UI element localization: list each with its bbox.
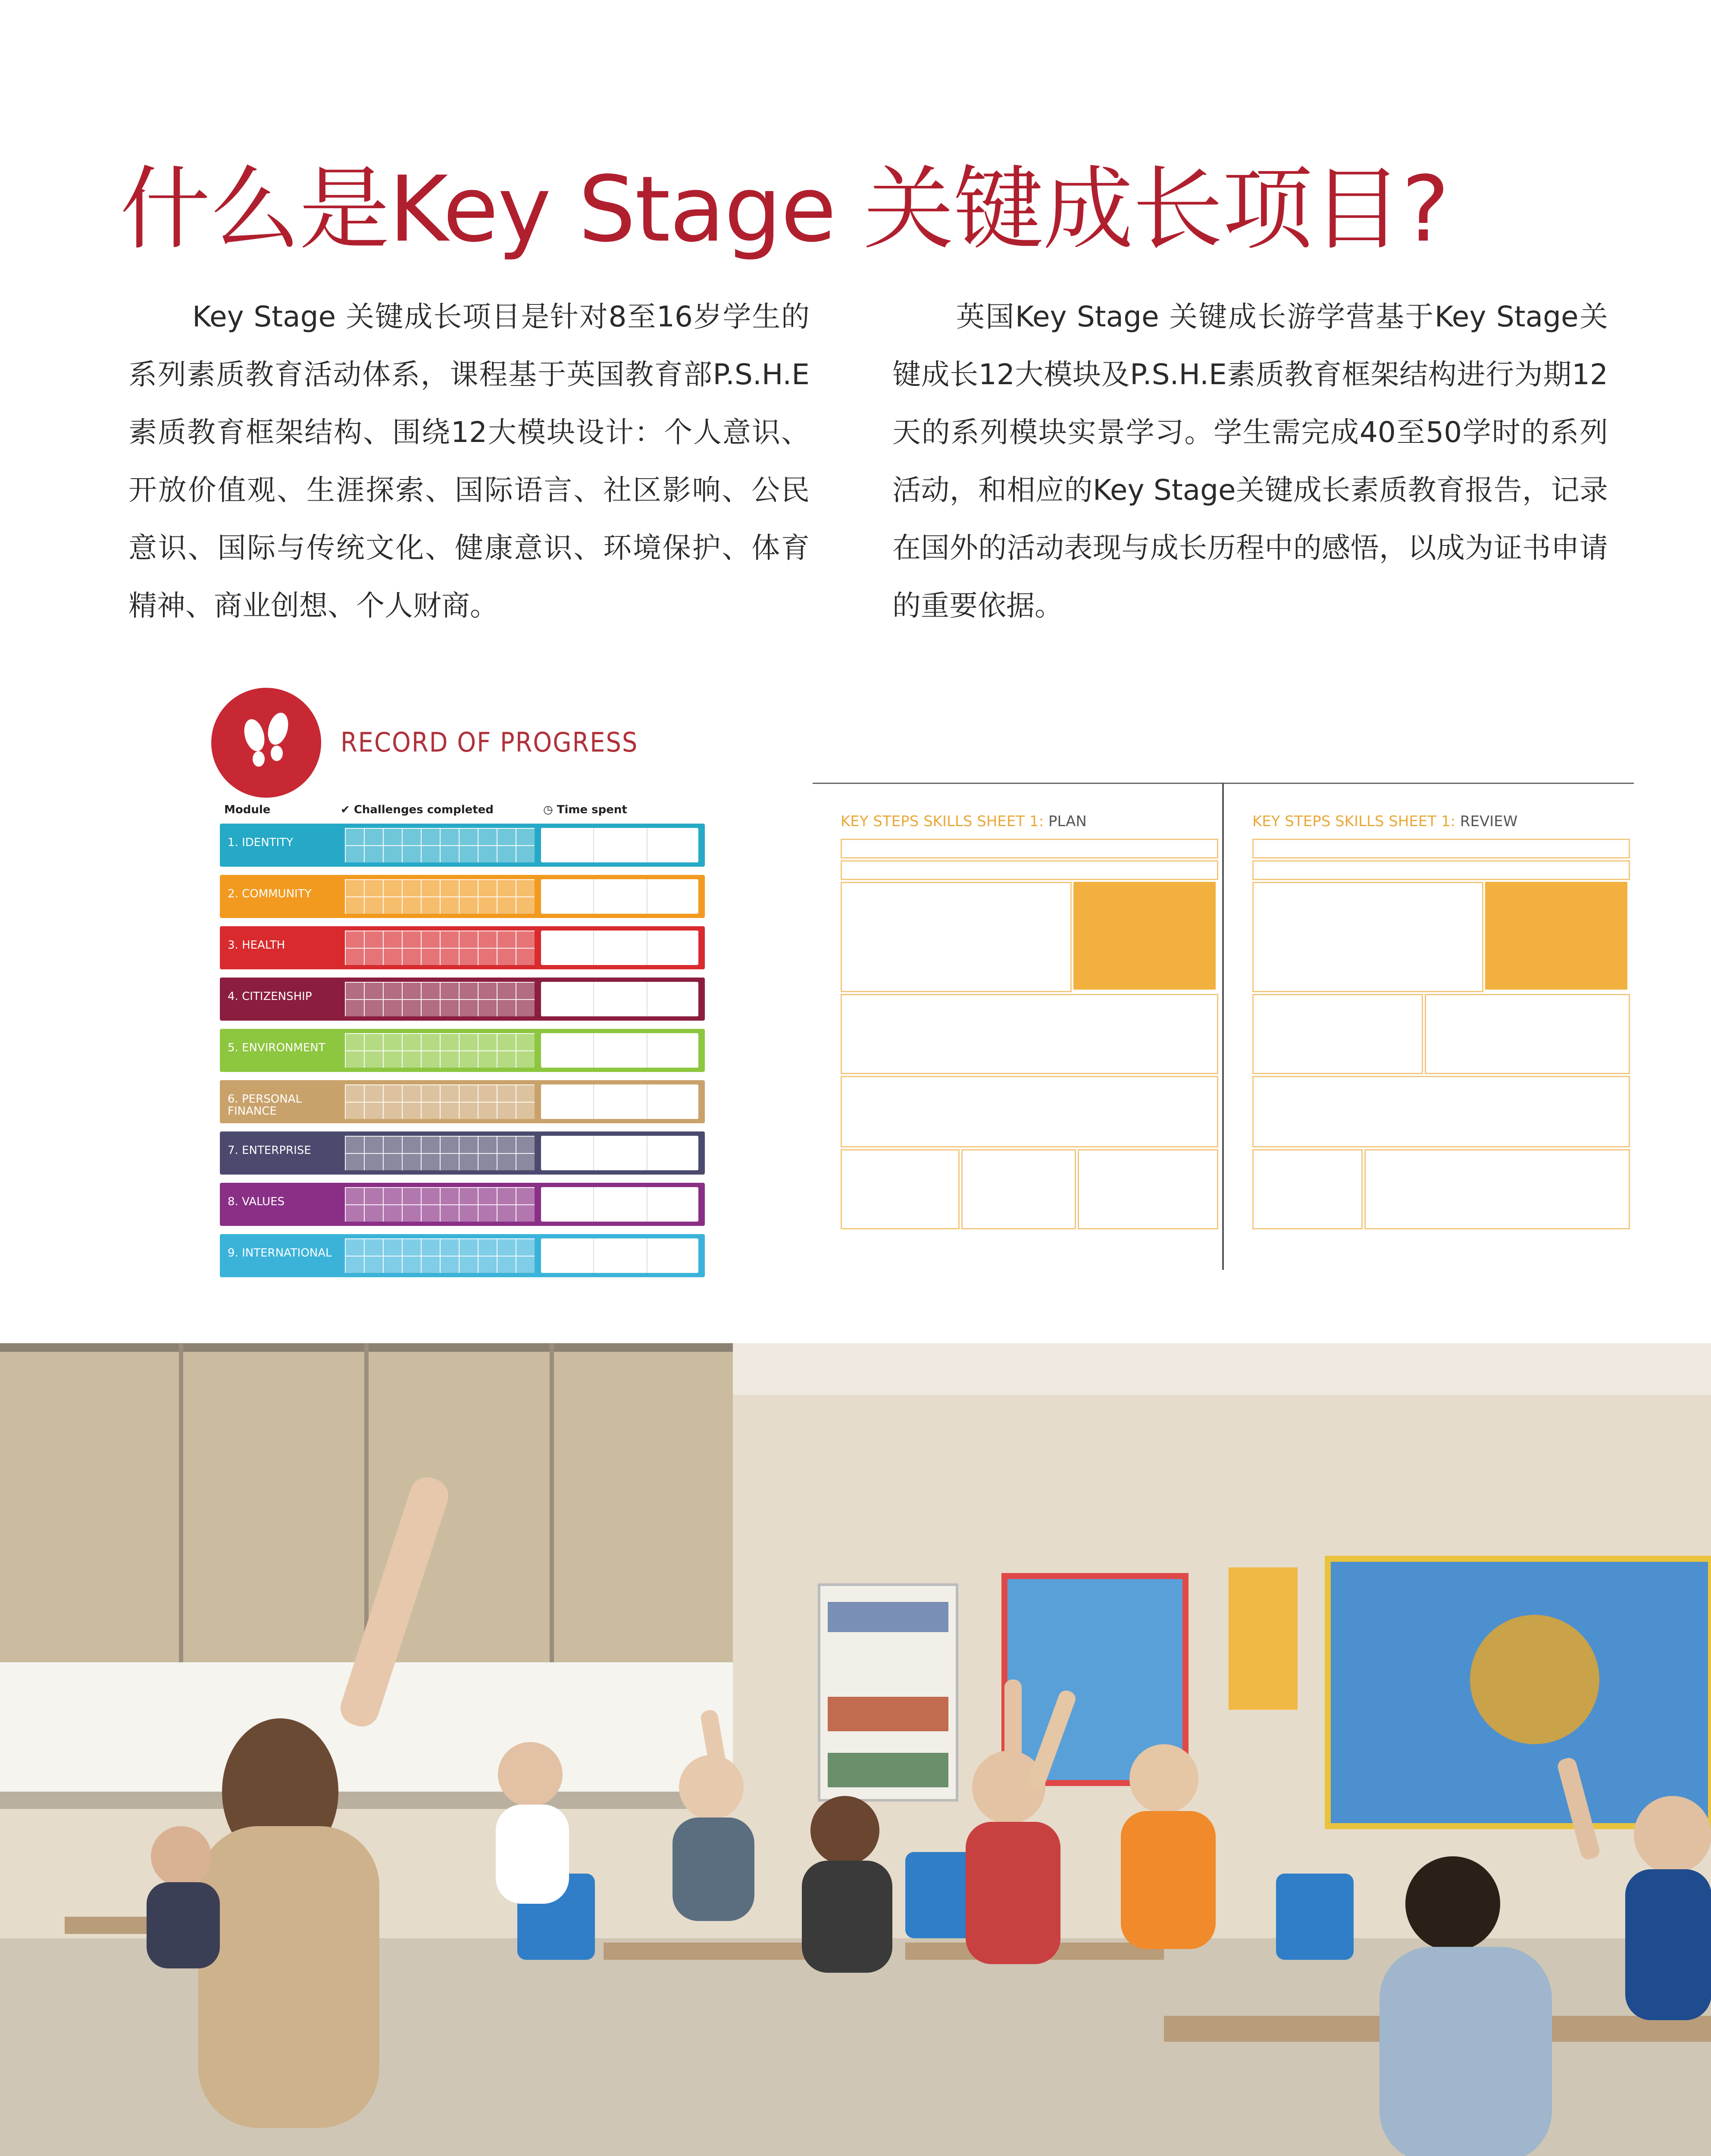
certificate-boxes xyxy=(541,828,698,862)
certificate-boxes xyxy=(541,1238,698,1273)
progress-module-row xyxy=(220,978,705,1021)
challenge-number-grid xyxy=(345,1084,535,1119)
progress-module-row xyxy=(220,1183,705,1226)
module-label: 5. ENVIRONMENT xyxy=(228,1041,325,1054)
module-label: 6. PERSONAL FINANCE xyxy=(228,1093,302,1118)
certificate-boxes xyxy=(541,1084,698,1119)
review-sheet-title: KEY STEPS SKILLS SHEET 1: REVIEW xyxy=(1252,813,1518,830)
progress-module-row xyxy=(220,875,705,918)
challenge-number-grid xyxy=(345,982,535,1016)
module-label: 1. IDENTITY xyxy=(228,836,293,849)
certificate-boxes xyxy=(541,931,698,965)
challenge-number-grid xyxy=(345,1136,535,1170)
challenge-number-grid xyxy=(345,1033,535,1068)
certificate-boxes xyxy=(541,1136,698,1170)
module-header: Module xyxy=(224,803,271,816)
intro-left-column xyxy=(128,288,810,635)
challenge-number-grid xyxy=(345,828,535,862)
module-label: 8. VALUES xyxy=(228,1195,285,1208)
time-header: ◷ Time spent xyxy=(543,803,627,816)
challenges-header: ✔ Challenges completed xyxy=(341,803,494,816)
record-of-progress-figure xyxy=(211,666,709,1283)
intro-right-text: 英国Key Stage 关键成长游学营基于Key Stage关键成长12大模块及P.S.H.E素质教育框架结构进行为期12天的系列模块实景学习。学生需完成40至50学时的系列活动，和相应的Key Stage关键成长素质教育报告，记录在国外的活动表现与成长历程中的感悟，以成为证书申请的重要依据。 xyxy=(892,300,1608,622)
progress-module-row xyxy=(220,1029,705,1072)
certificate-boxes xyxy=(541,982,698,1016)
progress-module-row xyxy=(220,824,705,867)
classroom-photo xyxy=(0,1343,1711,2156)
progress-module-row xyxy=(220,1080,705,1123)
module-label: 2. COMMUNITY xyxy=(228,887,312,900)
footprints-logo-icon xyxy=(211,688,321,798)
certificate-boxes xyxy=(541,879,698,914)
challenge-number-grid xyxy=(345,931,535,965)
page-title: 什么是Key Stage 关键成长项目? xyxy=(120,156,1449,262)
module-label: 3. HEALTH xyxy=(228,939,285,952)
plan-sheet-title: KEY STEPS SKILLS SHEET 1: PLAN xyxy=(841,813,1087,830)
skills-sheets-figure xyxy=(813,783,1634,1270)
progress-module-row xyxy=(220,1234,705,1277)
progress-module-row xyxy=(220,1131,705,1175)
challenge-number-grid xyxy=(345,879,535,914)
certificate-boxes xyxy=(541,1187,698,1222)
module-label: 9. INTERNATIONAL xyxy=(228,1247,332,1260)
certificate-boxes xyxy=(541,1033,698,1068)
module-label: 7. ENTERPRISE xyxy=(228,1144,311,1157)
challenge-number-grid xyxy=(345,1187,535,1222)
review-sheet xyxy=(1252,813,1640,1261)
record-of-progress-title: RECORD OF PROGRESS xyxy=(341,727,638,758)
intro-left-text: Key Stage 关键成长项目是针对8至16岁学生的系列素质教育活动体系，课程基于英国教育部P.S.H.E素质教育框架结构、围绕12大模块设计：个人意识、开放价值观、生涯探索、国际语言、社区影响、公民意识、国际与传统文化、健康意识、环境保护、体育精神、商业创想、个人财商。 xyxy=(128,300,810,622)
module-label: 4. CITIZENSHIP xyxy=(228,990,312,1003)
progress-module-row xyxy=(220,926,705,969)
challenge-number-grid xyxy=(345,1238,535,1273)
intro-right-column xyxy=(892,288,1608,635)
plan-sheet xyxy=(841,813,1229,1261)
